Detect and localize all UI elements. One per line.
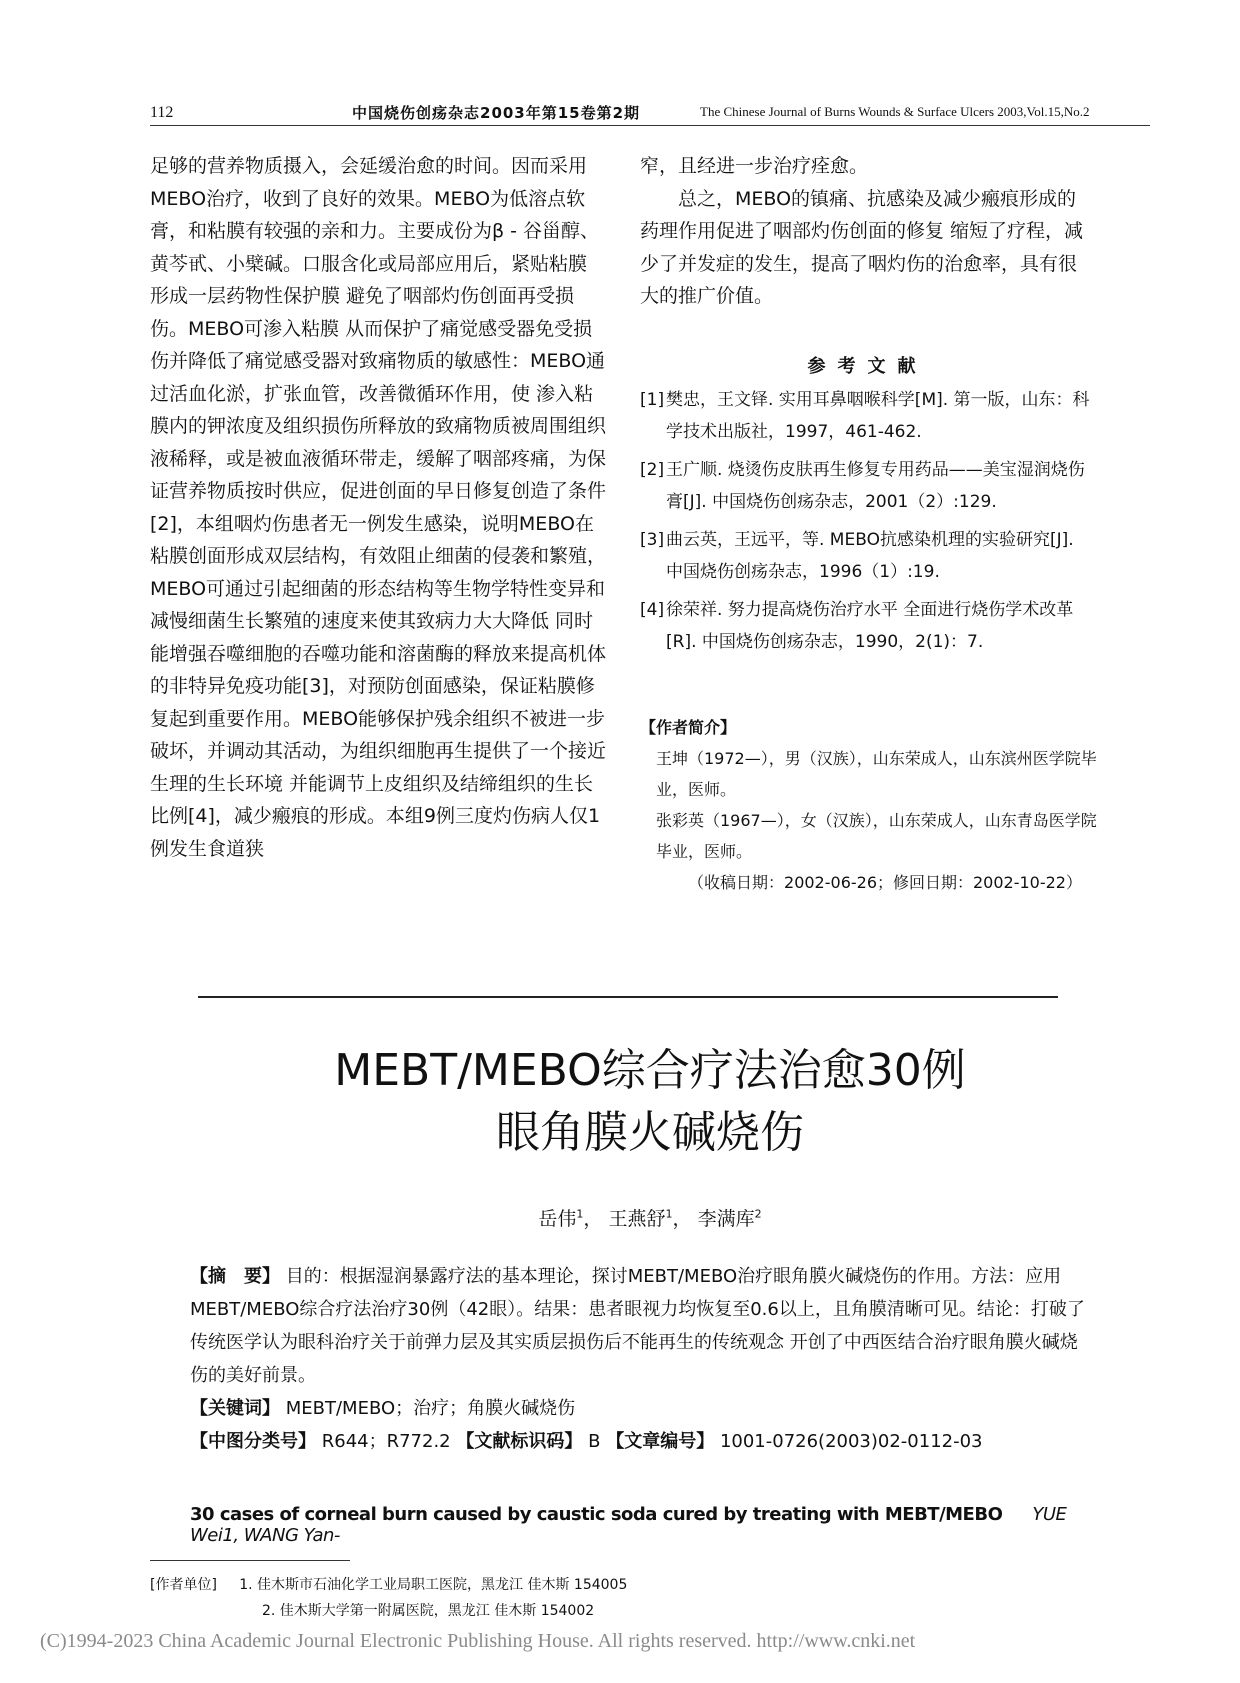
affiliation-2: 2. 佳木斯大学第一附属医院，黑龙江 佳木斯 154002 <box>262 1603 595 1619</box>
author-affil-mark: 1 <box>576 1207 584 1221</box>
doc-code-value: B <box>588 1431 601 1452</box>
clc-value: R644；R772.2 <box>321 1431 451 1452</box>
right-column <box>640 150 1095 313</box>
english-title-line <box>190 1504 1070 1546</box>
journal-title-en: The Chinese Journal of Burns Wounds & Surface Ulcers 2003,Vol.15,No.2 <box>700 104 1090 119</box>
references-heading: 参考文献 <box>807 356 928 377</box>
reference-item <box>640 524 1095 588</box>
article-no-label: 【文章编号】 <box>606 1431 715 1452</box>
body-paragraph: 足够的营养物质摄入，会延缓治愈的时间。因而采用MEBO治疗，收到了良好的效果。MEBO为低溶点软膏，和粘膜有较强的亲和力。主要成份为β - 谷甾醇、黄芩甙、小檗碱。口服含化或局部应用后，紧贴粘膜 形成一层药物性保护膜 避免了咽部灼伤创面再受损伤。MEBO可渗入粘膜 从而保护了痛觉感受器免受损伤并降低了痛觉感受器对致痛物质的敏感性：MEBO通过活血化淤，扩张血管，改善微循环作用，使 渗入粘膜内的钾浓度及组织损伤所释放的致痛物质被周围组织液稀释，或是被血液循环带走，缓解了咽部疼痛，为保证营养物质按时供应，促进创面的早日修复创造了条件[2]，本组咽灼伤患者无一例发生感染，说明MEBO在粘膜创面形成双层结构，有效阻止细菌的侵袭和繁殖，MEBO可通过引起细菌的形态结构等生物学特性变异和减慢细菌生长繁殖的速度来使其致病力大大降低 同时能增强吞噬细胞的吞噬功能和溶菌酶的释放来提高机体的非特异免疫功能[3]，对预防创面感染，保证粘膜修复起到重要作用。MEBO能够保护残余组织不被进一步破坏，并调动其活动，为组织细胞再生提供了一个接近生理的生长环境 并能调节上皮组织及结缔组织的生长比例[4]，减少瘢痕的形成。本组9例三度灼伤病人仅1例发生食道狭 <box>150 155 607 860</box>
copyright-notice: (C)1994-2023 China Academic Journal Electronic Publishing House. All rights reserved. http://www.cnki.net <box>40 1630 916 1652</box>
body-paragraph-continuation: 窄，且经进一步治疗痊愈。 <box>640 155 869 177</box>
footnote-rule <box>150 1560 350 1561</box>
reference-item <box>640 594 1095 658</box>
author-name: 李满库 <box>697 1208 755 1230</box>
reference-number: [1] <box>640 390 665 410</box>
article-no-value: 1001-0726(2003)02-0112-03 <box>719 1431 983 1452</box>
header-rule <box>150 125 1150 126</box>
journal-title-cn: 中国烧伤创疡杂志2003年第15卷第2期 <box>352 104 641 122</box>
author-affil-mark: 1 <box>665 1207 673 1221</box>
doc-code-label: 【文献标识码】 <box>456 1431 583 1452</box>
reference-item <box>640 454 1095 518</box>
article-title <box>150 1040 1150 1164</box>
reference-list <box>640 384 1095 664</box>
received-dates: （收稿日期：2002-06-26；修回日期：2002-10-22） <box>688 873 1082 892</box>
author-name: 王燕舒 <box>608 1208 666 1230</box>
reference-text: 樊忠，王文铎. 实用耳鼻咽喉科学[M]. 第一版，山东：科学技术出版社，1997，461-462. <box>666 390 1090 442</box>
abstract-block <box>190 1260 1095 1458</box>
author-affil-mark: 2 <box>754 1207 762 1221</box>
abstract-label: 【摘 要】 <box>190 1266 280 1287</box>
article-title-line1: MEBT/MEBO综合疗法治愈30例 <box>334 1045 966 1096</box>
english-authors: YUE Wei1, WANG Yan- <box>190 1504 1067 1546</box>
reference-number: [2] <box>640 460 665 480</box>
abstract-text: 目的：根据湿润暴露疗法的基本理论，探讨MEBT/MEBO治疗眼角膜火碱烧伤的作用。方法：应用MEBT/MEBO综合疗法治疗30例（42眼）。结果：患者眼视力均恢复至0.6以上，且角膜清晰可见。结论：打破了传统医学认为眼科治疗关于前弹力层及其实质层损伤后不能再生的传统观念 开创了中西医结合治疗眼角膜火碱烧伤的美好前景。 <box>190 1266 1085 1386</box>
author-separator: ， <box>672 1208 692 1230</box>
author-bio <box>640 712 1100 898</box>
left-column <box>150 150 610 865</box>
keywords-text: MEBT/MEBO；治疗；角膜火碱烧伤 <box>285 1398 576 1419</box>
article-title-line2: 眼角膜火碱烧伤 <box>496 1107 804 1158</box>
reference-number: [3] <box>640 530 665 550</box>
author-separator: ， <box>583 1208 603 1230</box>
reference-text: 王广顺. 烧烫伤皮肤再生修复专用药品——美宝湿润烧伤膏[J]. 中国烧伤创疡杂志，2001（2）:129. <box>666 460 1085 512</box>
keywords-label: 【关键词】 <box>190 1398 280 1419</box>
affiliation-label: [作者单位] <box>150 1577 217 1593</box>
author-bio-entry: 王坤（1972—），男（汉族），山东荣成人，山东滨州医学院毕业，医师。 <box>656 749 1097 799</box>
reference-item <box>640 384 1095 448</box>
article-divider <box>198 996 1058 998</box>
author-bio-heading: 【作者简介】 <box>640 718 737 737</box>
reference-text: 曲云英，王远平，等. MEBO抗感染机理的实验研究[J]. 中国烧伤创疡杂志，1996（1）:19. <box>666 530 1074 582</box>
reference-number: [4] <box>640 600 665 620</box>
abstract <box>190 1260 1095 1392</box>
affiliation-1: 1. 佳木斯市石油化学工业局职工医院，黑龙江 佳木斯 154005 <box>239 1577 628 1593</box>
author-bio-entry: 张彩英（1967—），女（汉族），山东荣成人，山东青岛医学院毕业，医师。 <box>656 811 1097 861</box>
keywords <box>190 1392 1095 1425</box>
page-number: 112 <box>150 104 174 121</box>
affiliation-line <box>150 1572 1050 1598</box>
clc-label: 【中图分类号】 <box>190 1431 316 1452</box>
reference-text: 徐荣祥. 努力提高烧伤治疗水平 全面进行烧伤学术改革[R]. 中国烧伤创疡杂志，1990，2(1)：7. <box>666 600 1074 652</box>
affiliation-footnote <box>150 1572 1050 1624</box>
classification <box>190 1425 1095 1458</box>
english-title: 30 cases of corneal burn caused by caustic soda cured by treating with MEBT/MEBO <box>190 1504 1003 1525</box>
author-line <box>150 1204 1150 1231</box>
conclusion-paragraph: 总之，MEBO的镇痛、抗感染及减少瘢痕形成的药理作用促进了咽部灼伤创面的修复 缩短了疗程，减少了并发症的发生，提高了咽灼伤的治愈率，具有很大的推广价值。 <box>640 187 1084 307</box>
author-name: 岳伟 <box>538 1208 577 1230</box>
